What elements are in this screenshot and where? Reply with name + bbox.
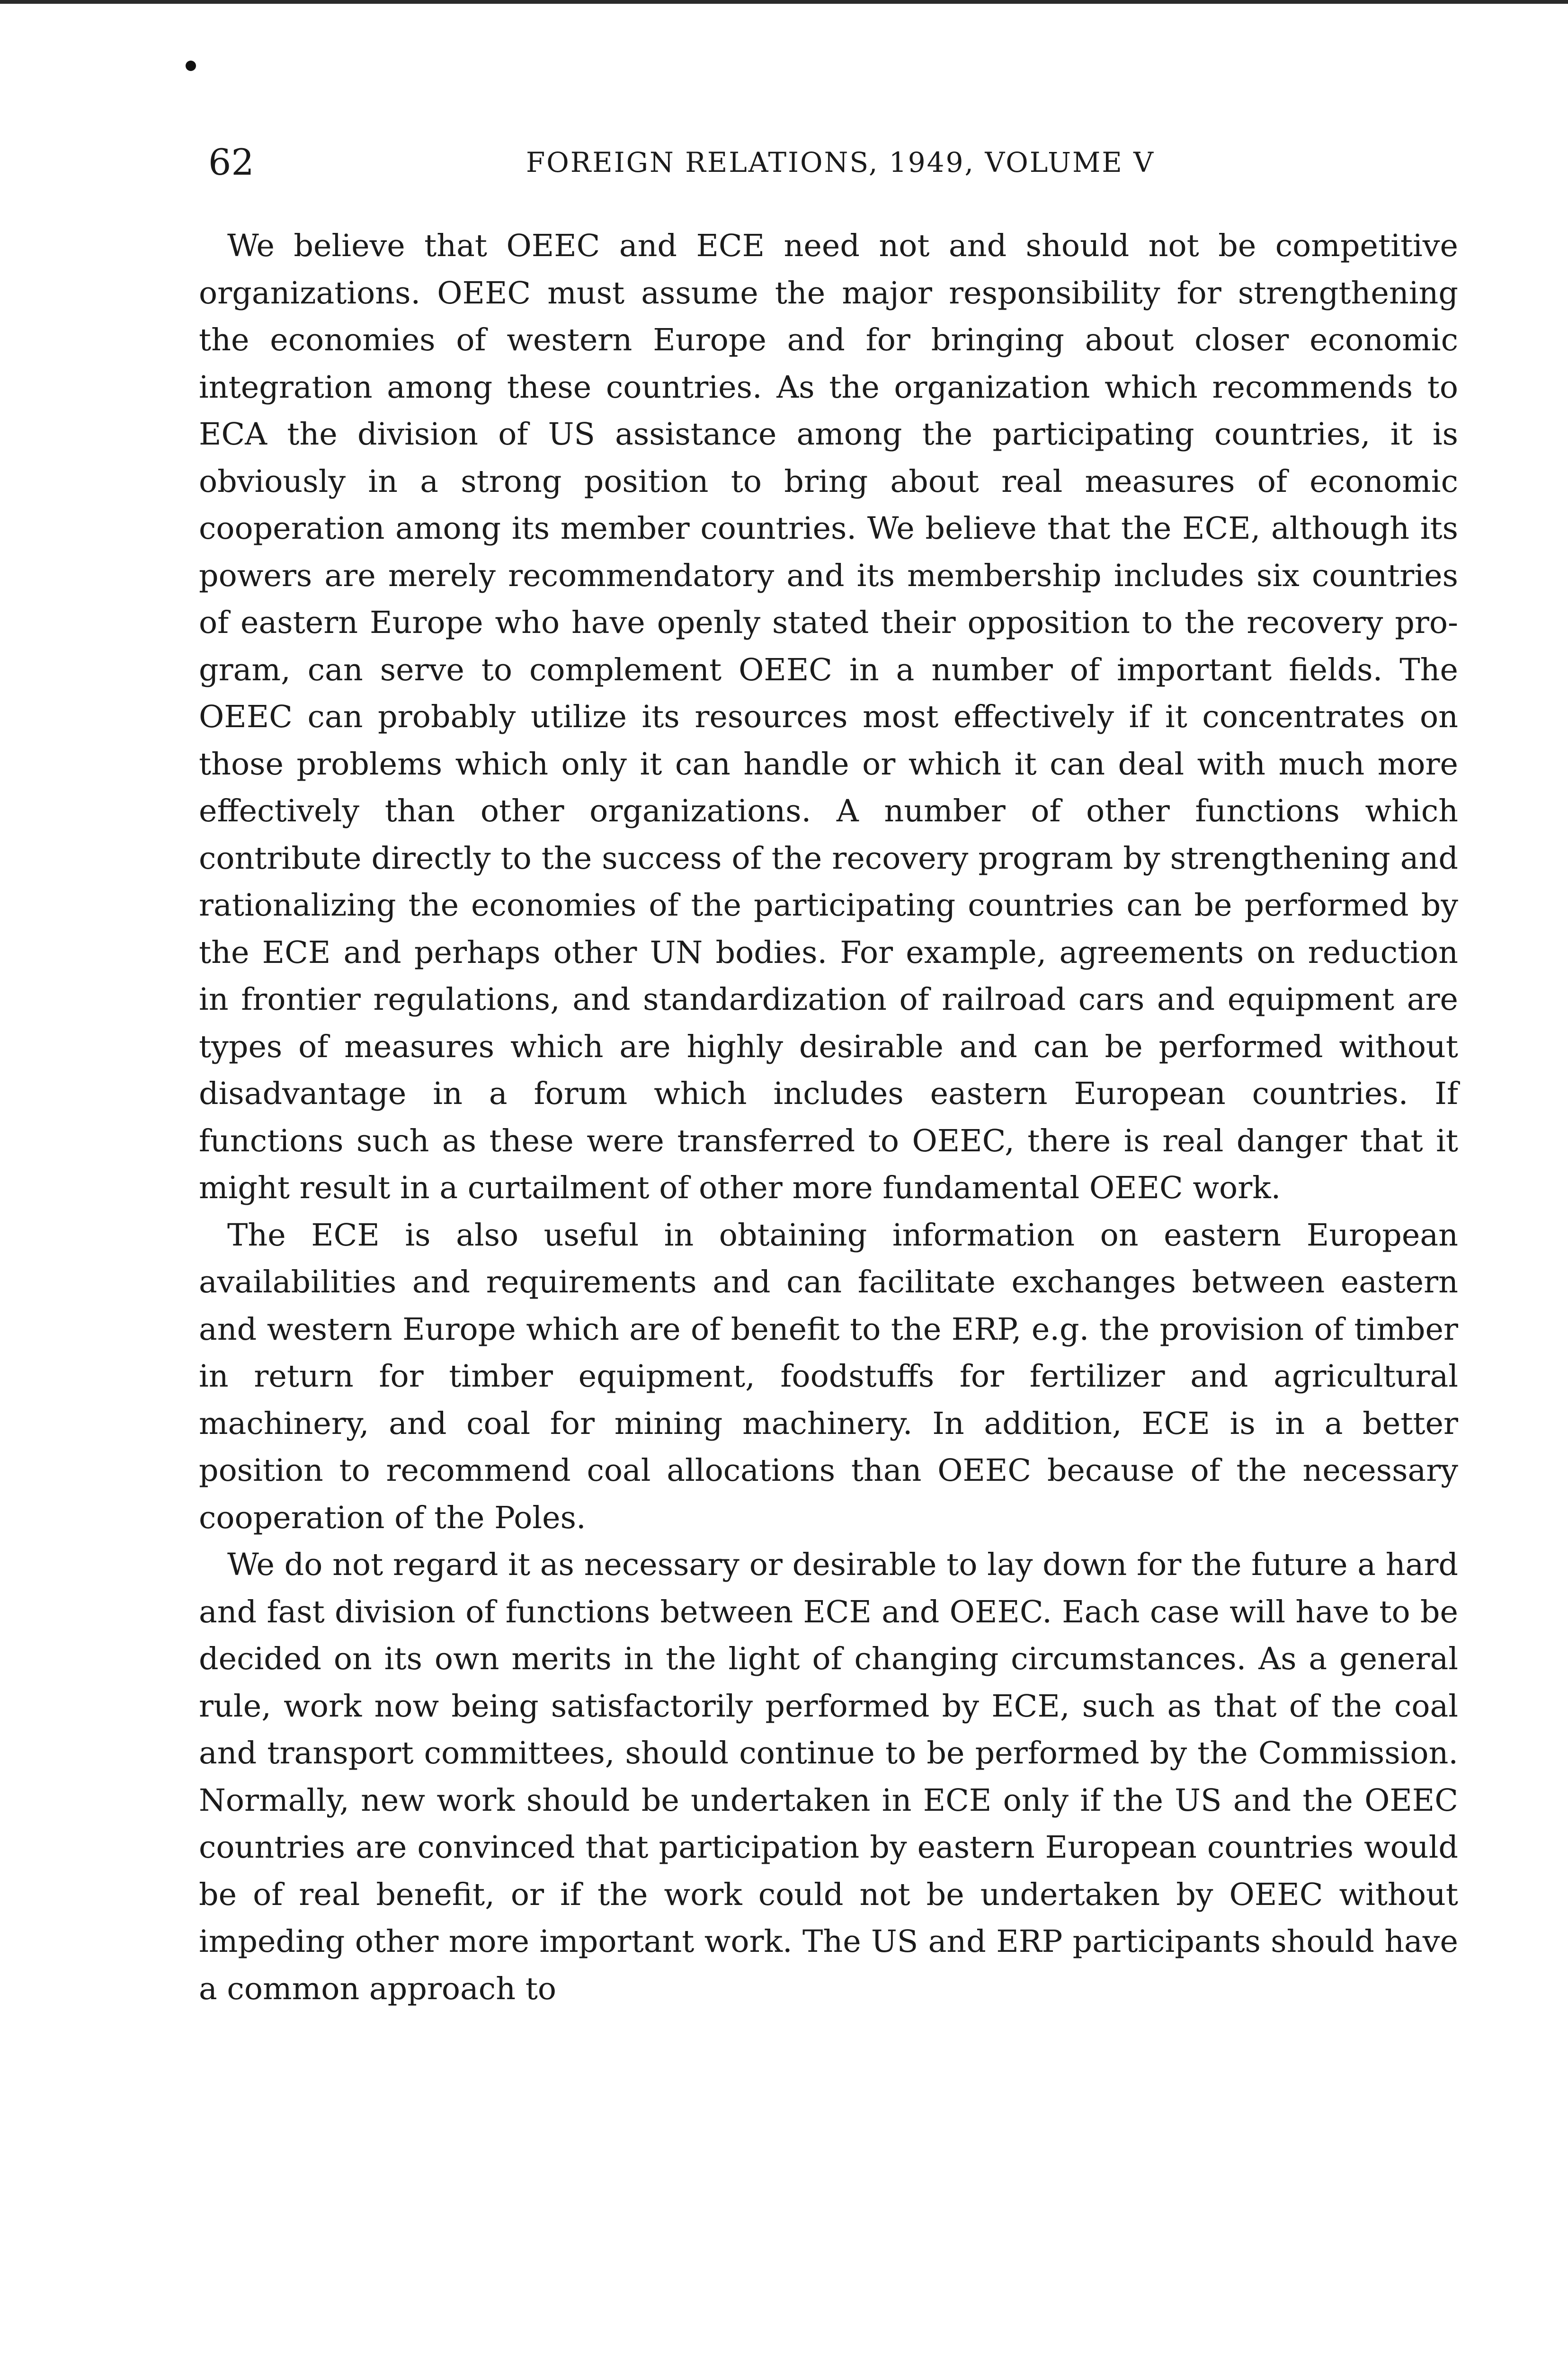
paragraph-division-of-functions: We do not regard it as necessary or desirable to lay down for the future a hard and fast division of functions between ECE and OEEC. Each case will have to be decided on its own merits in the light of changing circumstances. As a general rule, work now being satisfactorily performed by ECE, such as that of the coal and transport committees, should continue to be performed by the Commission. Normally, new work should be undertaken in ECE only if the US and the OEEC countries are convinced that participation by eastern European countries would be of real benefit, or if the work could not be undertaken by OEEC without impeding other more important work. The US and ERP participants should have a common approach to (199, 1547, 1458, 2007)
paragraph-oeec-ece-roles: We believe that OEEC and ECE need not and should not be competitive organizations. OEEC must assume the major responsibility for strengthening the economies of western Europe and for bringing about closer economic integration among these countries. As the organization which recommends to ECA the division of US assistance among the participating countries, it is obviously in a strong position to bring about real measures of economic cooperation among its member countries. We believe that the ECE, although its powers are merely recommendatory and its membership includes six countries of eastern Europe who have openly stated their opposition to the recovery program, can serve to complement OEEC in a number of important fields. The OEEC can probably utilize its resources most effectively if it concentrates on those problems which only it can handle or which it can deal with much more effectively than other organizations. A number of other functions which contribute directly to the success of the recovery program by strengthening and rationalizing the economies of the participating countries can be performed by the ECE and perhaps other UN bodies. For example, agreements on reduction in frontier regulations, and standardization of railroad cars and equipment are types of measures which are highly desirable and can be performed without disadvantage in a forum which includes eastern European countries. If functions such as these were transferred to OEEC, there is real danger that it might result in a curtailment of other more fundamental OEEC work. (199, 228, 1458, 1206)
page-header (208, 136, 1472, 188)
bullet-mark (186, 61, 196, 71)
body-text (199, 222, 1458, 2012)
page-number: 62 (208, 141, 254, 183)
page-top-edge (0, 0, 1568, 4)
running-head: FOREIGN RELATIONS, 1949, VOLUME V (526, 146, 1155, 178)
paragraph-ece-information: The ECE is also useful in obtaining information on eastern European availabilities and requirements and can facilitate exchanges between eastern and western Europe which are of benefit to the ERP, e.g. the provision of timber in return for timber equipment, foodstuffs for fertilizer and agricultural machinery, and coal for mining machinery. In addition, ECE is in a better position to recommend coal allocations than OEEC because of the necessary cooperation of the Poles. (199, 1217, 1458, 1536)
